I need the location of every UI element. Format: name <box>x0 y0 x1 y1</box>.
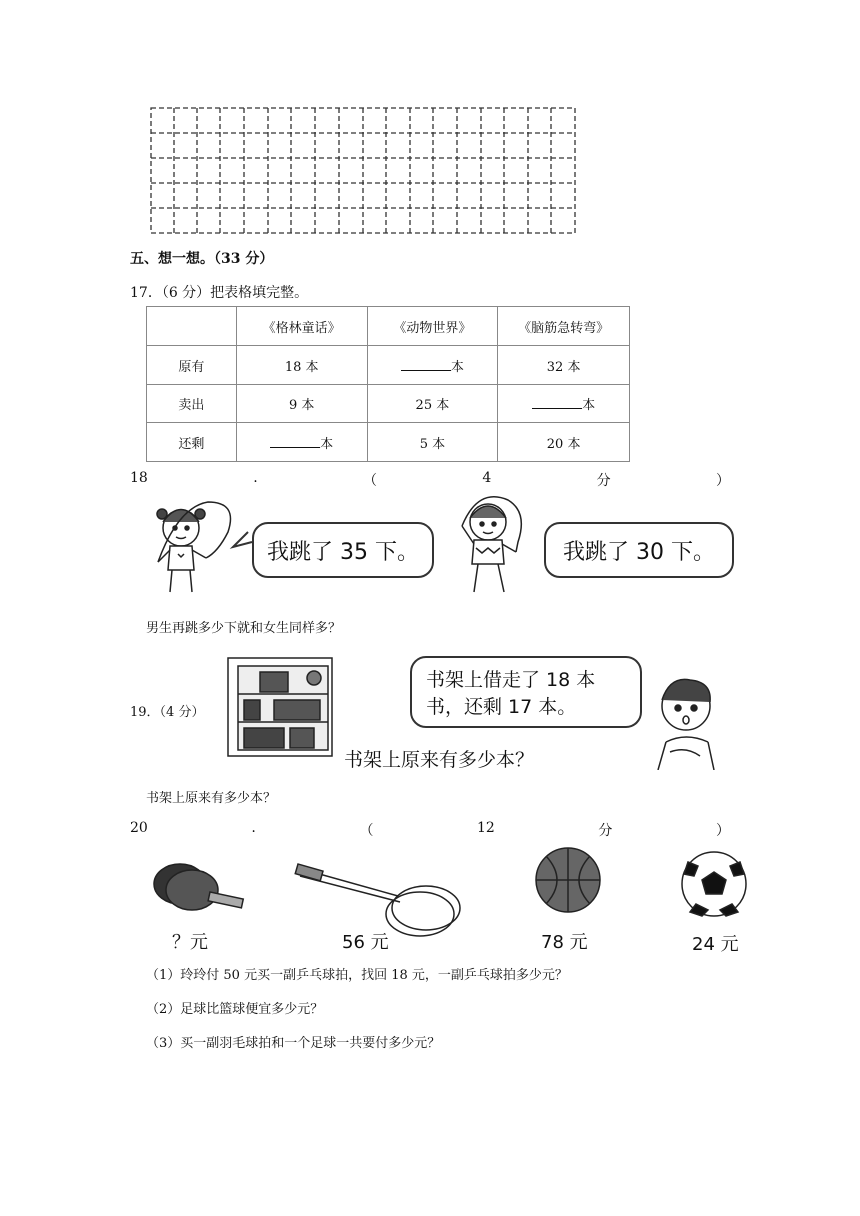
q20-sub2: （2）足球比篮球便宜多少元？ <box>146 1002 324 1017</box>
answer-blank[interactable] <box>532 396 582 409</box>
section-title: 五、想一想。（33 分） <box>130 251 274 267</box>
bookshelf-illustration <box>224 652 339 760</box>
table-cell: 18 本 <box>236 346 367 385</box>
table-cell-blank[interactable] <box>498 385 630 423</box>
q19-label: 19．（4 分） <box>130 705 205 720</box>
soccer-price: 24 元 <box>692 934 739 955</box>
table-cell: 20 本 <box>498 423 630 462</box>
paddle-price: ？元 <box>172 932 208 953</box>
table-cell: 5 本 <box>367 423 498 462</box>
row-label: 还剩 <box>147 423 237 462</box>
boy-illustration <box>650 672 720 770</box>
bookshelf-caption: 书架上原来有多少本？ <box>344 749 535 771</box>
row-label: 卖出 <box>147 385 237 423</box>
table-header: 《动物世界》 <box>367 307 498 346</box>
q17-label: 17．（6 分）把表格填完整。 <box>130 285 309 301</box>
unit-text: 本 <box>450 359 464 375</box>
table-cell-blank[interactable] <box>367 346 498 385</box>
q19-speech-bubble: 书架上借走了 18 本书，还剩 17 本。 <box>410 656 642 728</box>
answer-blank[interactable] <box>270 435 320 448</box>
table-header: 《格林童话》 <box>236 307 367 346</box>
racket-price: 56 元 <box>342 932 389 953</box>
row-label: 原有 <box>147 346 237 385</box>
q20-sub3: （3）买一副羽毛球拍和一个足球一共要付多少元？ <box>146 1036 441 1051</box>
books-table <box>146 306 630 462</box>
writing-grid <box>150 106 578 240</box>
basketball-price: 78 元 <box>541 932 588 953</box>
boy-speech-bubble: 我跳了 30 下。 <box>544 522 734 578</box>
answer-blank[interactable] <box>401 358 451 371</box>
table-cell: 25 本 <box>367 385 498 423</box>
q20-sub1: （1）玲玲付 50 元买一副乒乓球拍，找回 18 元，一副乒乓球拍多少元？ <box>146 968 568 983</box>
unit-text: 本 <box>582 398 596 413</box>
table-cell: 32 本 <box>498 346 630 385</box>
table-cell-blank[interactable] <box>236 423 367 462</box>
q18-question: 男生再跳多少下就和女生同样多？ <box>146 621 342 636</box>
q18-label: 18 . （ 4 分 ） <box>130 470 730 489</box>
table-cell: 9 本 <box>236 385 367 423</box>
sports-items-illustration <box>148 842 748 954</box>
girl-speech-bubble: 我跳了 35 下。 <box>252 522 434 578</box>
bookshelf-drawing <box>224 652 339 760</box>
sports-drawing <box>148 842 748 954</box>
unit-text: 本 <box>320 436 334 452</box>
boy-drawing <box>650 672 720 770</box>
table-header: 《脑筋急转弯》 <box>498 307 630 346</box>
table-header-empty <box>147 307 237 346</box>
q19-question: 书架上原来有多少本？ <box>146 791 277 806</box>
q20-label: 20 . （ 12 分 ） <box>130 820 730 839</box>
